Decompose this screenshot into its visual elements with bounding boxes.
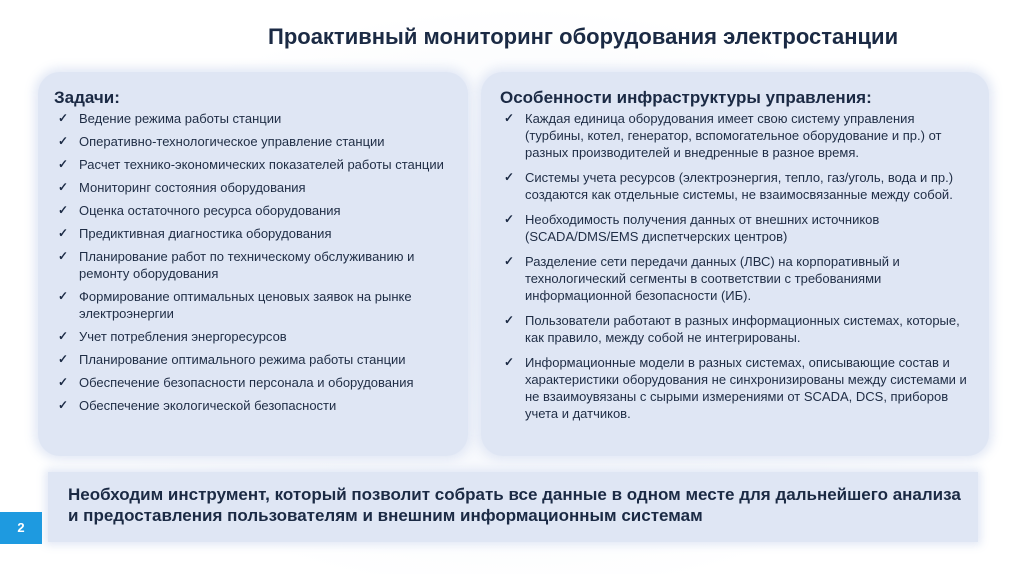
list-item-text: Необходимость получения данных от внешних источников (SCADA/DMS/EMS диспетчерских центров) <box>525 212 880 244</box>
list-item <box>500 169 972 203</box>
check-icon: ✓ <box>504 313 515 327</box>
list-item-text: Обеспечение экологической безопасности <box>79 398 337 413</box>
check-icon: ✓ <box>58 180 69 194</box>
list-item-text: Формирование оптимальных ценовых заявок на рынке электроэнергии <box>79 289 412 321</box>
check-icon: ✓ <box>58 134 69 148</box>
check-icon: ✓ <box>58 398 69 412</box>
check-icon: ✓ <box>58 352 69 366</box>
list-item-text: Каждая единица оборудования имеет свою систему управления (турбины, котел, генератор, вспомогательное оборудование и пр.) от разных производителей и внедренные в разное время. <box>525 111 942 160</box>
check-icon: ✓ <box>58 289 69 303</box>
check-icon: ✓ <box>58 111 69 125</box>
list-item-text: Обеспечение безопасности персонала и оборудования <box>79 375 414 390</box>
list-item-text: Расчет технико-экономических показателей работы станции <box>79 157 444 172</box>
infrastructure-heading: Особенности инфраструктуры управления: <box>500 88 872 107</box>
list-item-text: Оценка остаточного ресурса оборудования <box>79 203 341 218</box>
check-icon: ✓ <box>58 226 69 240</box>
list-item <box>54 133 464 150</box>
slide-title: Проактивный мониторинг оборудования электростанции <box>268 24 899 49</box>
list-item <box>54 179 464 196</box>
list-item <box>54 248 464 282</box>
check-icon: ✓ <box>504 355 515 369</box>
list-item-text: Предиктивная диагностика оборудования <box>79 226 332 241</box>
check-icon: ✓ <box>504 254 515 268</box>
list-item-text: Разделение сети передачи данных (ЛВС) на корпоративный и технологический сегменты в соответствии с требованиями информационной безопасности (ИБ). <box>525 254 900 303</box>
list-item-text: Пользователи работают в разных информационных системах, которые, как правило, между собой не интегрированы. <box>525 313 960 345</box>
list-item <box>54 397 464 414</box>
list-item <box>54 288 464 322</box>
list-item <box>500 312 972 346</box>
check-icon: ✓ <box>504 111 515 125</box>
list-item-text: Информационные модели в разных системах, описывающие состав и характеристики оборудования не синхронизированы между системами и не взаимоувязаны с сырыми измерениями от SCADA, DCS, приборов учета и датчиков. <box>525 355 967 421</box>
check-icon: ✓ <box>58 329 69 343</box>
list-item-text: Учет потребления энергоресурсов <box>79 329 287 344</box>
list-item <box>500 354 972 422</box>
list-item-text: Системы учета ресурсов (электроэнергия, тепло, газ/уголь, вода и пр.) создаются как отдельные системы, не взаимосвязанные между собой. <box>525 170 954 202</box>
list-item <box>500 211 972 245</box>
list-item <box>54 156 464 173</box>
check-icon: ✓ <box>504 212 515 226</box>
list-item <box>500 253 972 304</box>
list-item <box>54 374 464 391</box>
list-item <box>54 110 464 127</box>
list-item-text: Планирование оптимального режима работы станции <box>79 352 406 367</box>
tasks-list <box>54 110 464 420</box>
list-item <box>500 110 972 161</box>
check-icon: ✓ <box>504 170 515 184</box>
list-item-text: Планирование работ по техническому обслуживанию и ремонту оборудования <box>79 249 415 281</box>
check-icon: ✓ <box>58 157 69 171</box>
list-item <box>54 225 464 242</box>
tasks-heading: Задачи: <box>54 88 120 107</box>
check-icon: ✓ <box>58 375 69 389</box>
list-item <box>54 328 464 345</box>
list-item <box>54 351 464 368</box>
list-item-text: Оперативно-технологическое управление станции <box>79 134 385 149</box>
conclusion-text: Необходим инструмент, который позволит собрать все данные в одном месте для дальнейшего анализа и предоставления пользователям и внешним информационным системам <box>68 485 961 525</box>
list-item <box>54 202 464 219</box>
page-number-badge: 2 <box>0 512 42 544</box>
check-icon: ✓ <box>58 203 69 217</box>
infrastructure-list <box>500 110 972 430</box>
check-icon: ✓ <box>58 249 69 263</box>
list-item-text: Ведение режима работы станции <box>79 111 282 126</box>
list-item-text: Мониторинг состояния оборудования <box>79 180 306 195</box>
